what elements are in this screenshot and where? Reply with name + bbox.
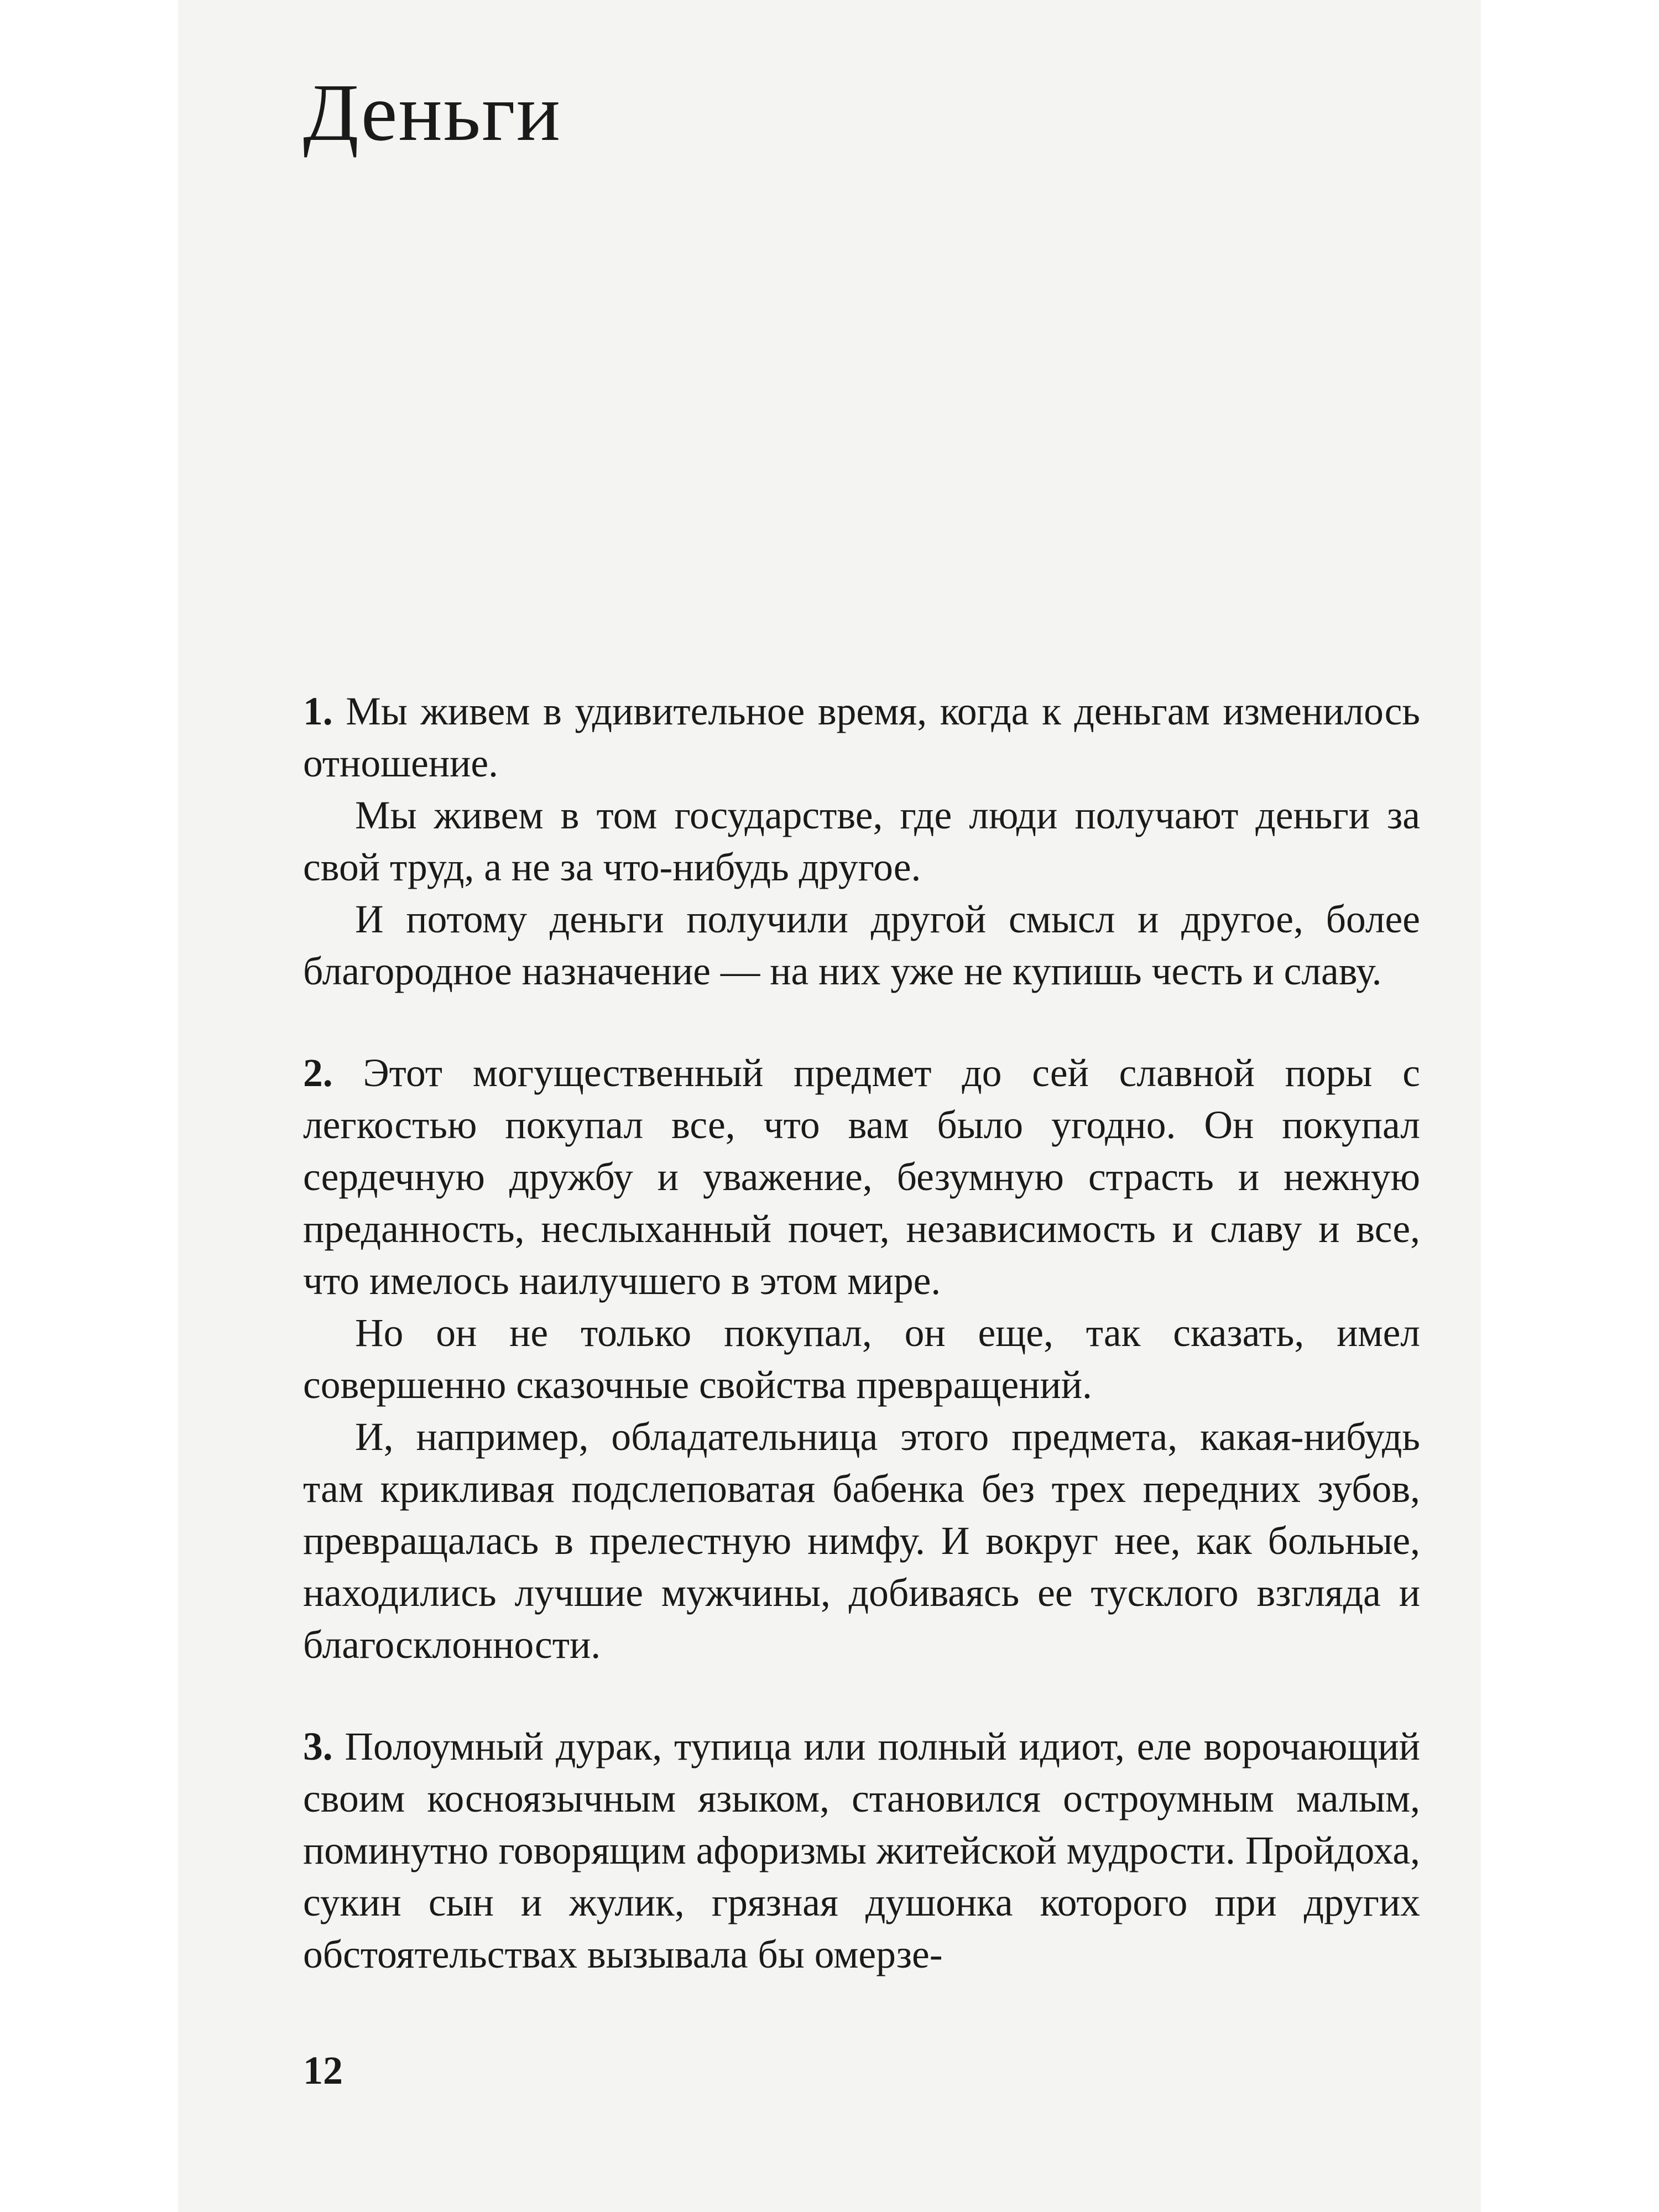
paragraph <box>303 1047 1420 1307</box>
paragraph <box>303 1721 1420 1981</box>
paragraph: И потому деньги получили другой смысл и другое, более благородное назначение — на них уже не купишь честь и славу. <box>303 898 1420 993</box>
paragraph: И, например, обладательница этого предмета, какая-нибудь там крикливая подслеповатая бабенка без трех передних зубов, превращалась в прелестную нимфу. И вокруг нее, как больные, находились лучшие мужчины, добиваясь ее тусклого взгляда и благосклонности. <box>303 1415 1420 1667</box>
section-number: 1. <box>303 690 333 733</box>
page-number: 12 <box>303 2048 343 2093</box>
section-number: 2. <box>303 1051 333 1095</box>
paragraph <box>303 686 1420 790</box>
page-title: Деньги <box>303 67 562 158</box>
paragraph: Но он не только покупал, он еще, так сказать, имел совершенно сказочные свойства превращений. <box>303 1311 1420 1407</box>
paragraph: Мы живем в том государстве, где люди получают деньги за свой труд, а не за что-нибудь другое. <box>303 794 1420 889</box>
paragraph-text: Полоумный дурак, тупица или полный идиот, еле ворочающий своим косноязычным языком, становился остроумным малым, поминутно говорящим афоризмы житейской мудрости. Пройдоха, сукин сын и жулик, грязная душонка которого при других обстоятельствах вызывала бы омерзе- <box>303 1725 1421 1976</box>
paragraph-text: Этот могущественный предмет до сей славной поры с легкостью покупал все, что вам было угодно. Он покупал сердечную дружбу и уважение, безумную страсть и нежную преданность, неслыханный почет, независимость и славу и все, что имелось наилучшего в этом мире. <box>303 1051 1421 1303</box>
body-text <box>303 686 1420 1981</box>
section-number: 3. <box>303 1725 333 1768</box>
paragraph-text: Мы живем в удивительное время, когда к деньгам изменилось отношение. <box>303 690 1420 785</box>
